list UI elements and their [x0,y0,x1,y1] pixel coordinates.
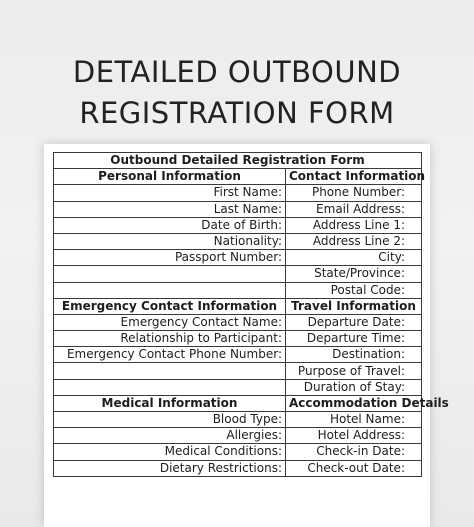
field-label-right: Duration of Stay: [286,379,422,395]
form-field-row [54,363,422,379]
form-field-row [54,428,422,444]
form-field-row [54,217,422,233]
section-header-left: Medical Information [54,395,286,411]
field-label-left: Last Name: [54,201,286,217]
field-label-right: Departure Time: [286,331,422,347]
form-field-row [54,201,422,217]
form-field-row [54,314,422,330]
field-label-left: Allergies: [54,428,286,444]
form-title-row [54,153,422,169]
empty-cell [54,282,286,298]
form-field-row [54,347,422,363]
field-label-left: First Name: [54,185,286,201]
field-label-left: Relationship to Participant: [54,331,286,347]
field-label-left: Medical Conditions: [54,444,286,460]
field-label-left: Dietary Restrictions: [54,460,286,476]
section-header-left: Personal Information [54,169,286,185]
field-label-right: Address Line 2: [286,233,422,249]
field-label-right: City: [286,250,422,266]
field-label-right: Check-in Date: [286,444,422,460]
form-field-row [54,379,422,395]
section-header-row [54,169,422,185]
field-label-right: Phone Number: [286,185,422,201]
page-title-line-1: DETAILED OUTBOUND [72,55,402,89]
field-label-right: State/Province: [286,266,422,282]
form-sheet [44,144,449,527]
field-label-right: Email Address: [286,201,422,217]
form-field-row [54,250,422,266]
field-label-right: Hotel Name: [286,412,422,428]
form-title: Outbound Detailed Registration Form [54,153,422,169]
section-header-right: Contact Information [286,169,422,185]
form-field-row [54,266,422,282]
field-label-right: Check-out Date: [286,460,422,476]
field-label-left: Emergency Contact Phone Number: [54,347,286,363]
field-label-right: Address Line 1: [286,217,422,233]
form-field-row [54,412,422,428]
form-field-row [54,233,422,249]
registration-form-table [53,152,449,477]
page-title-line-2: REGISTRATION FORM [79,96,395,130]
section-header-row [54,395,422,411]
section-header-right: Travel Information [286,298,422,314]
field-label-right: Hotel Address: [286,428,422,444]
empty-cell [54,266,286,282]
form-field-row [54,444,422,460]
field-label-right: Postal Code: [286,282,422,298]
field-label-left: Nationality: [54,233,286,249]
form-field-row [54,331,422,347]
section-header-row [54,298,422,314]
empty-cell [54,363,286,379]
section-header-right: Accommodation Details [286,395,422,411]
form-field-row [54,460,422,476]
field-label-left: Emergency Contact Name: [54,314,286,330]
page-title [0,52,474,134]
field-label-right: Departure Date: [286,314,422,330]
section-header-left: Emergency Contact Information [54,298,286,314]
field-label-left: Passport Number: [54,250,286,266]
form-field-row [54,185,422,201]
field-label-right: Purpose of Travel: [286,363,422,379]
field-label-left: Date of Birth: [54,217,286,233]
empty-cell [54,379,286,395]
field-label-left: Blood Type: [54,412,286,428]
form-field-row [54,282,422,298]
field-label-right: Destination: [286,347,422,363]
